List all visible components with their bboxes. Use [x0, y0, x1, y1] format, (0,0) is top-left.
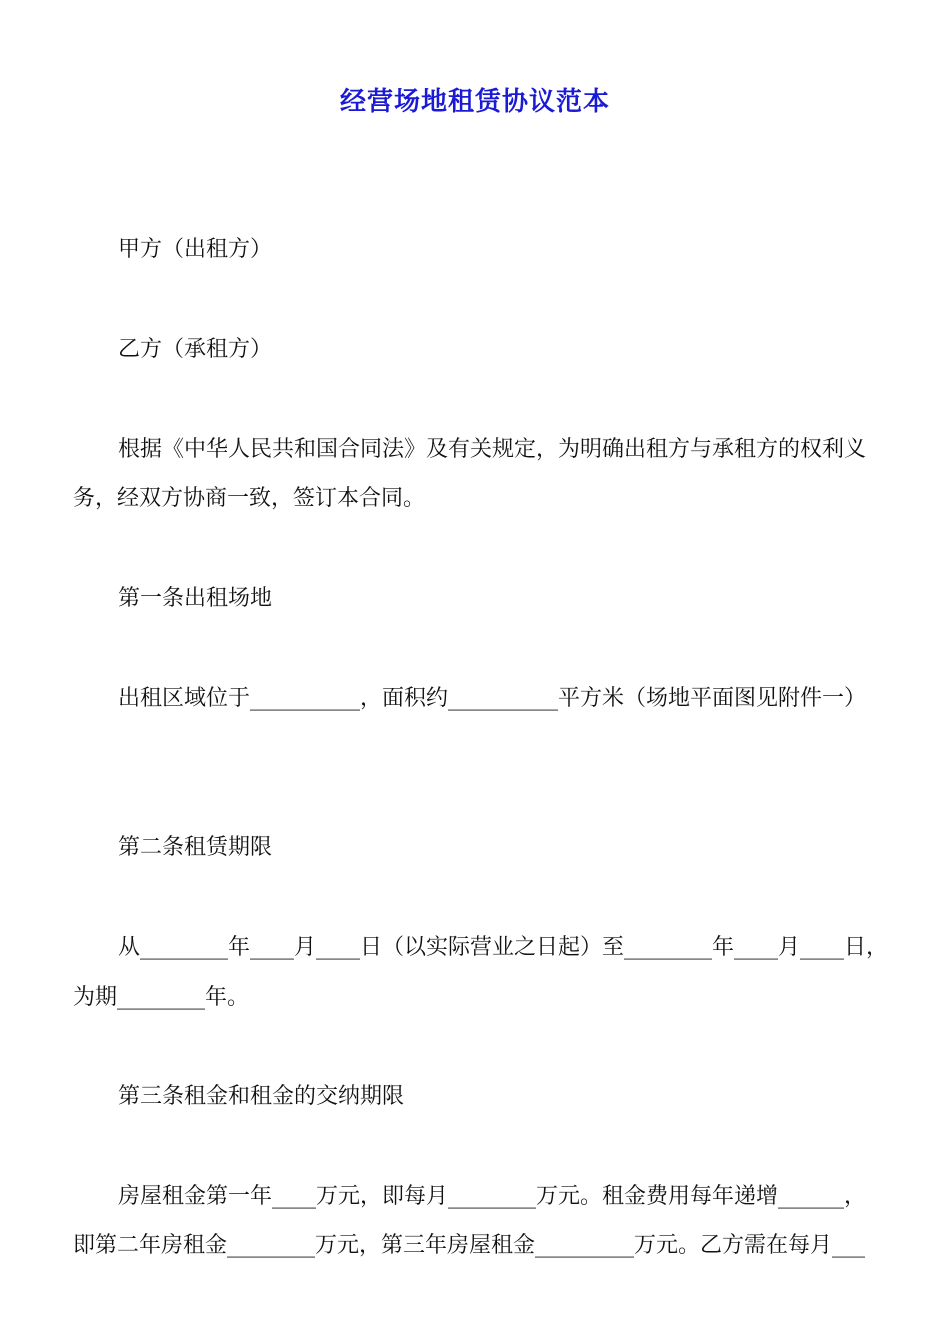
document-title: 经营场地租赁协议范本	[339, 87, 610, 117]
article2-heading: 第二条租赁期限	[118, 835, 273, 860]
party-b-line: 乙方（承租方）	[118, 337, 273, 362]
article3-text-2: 即第二年房租金________万元，第三年房屋租金_________万元。乙方需在每月___	[73, 1233, 866, 1258]
article1-text: 出租区域位于__________，面积约__________平方米（场地平面图见附件一）	[118, 686, 867, 711]
preamble-line-2: 务，经双方协商一致，签订本合同。	[73, 486, 426, 511]
article3-text-1: 房屋租金第一年____万元，即每月________万元。租金费用每年递增______，	[118, 1184, 867, 1209]
article2-text-1: 从________年____月____日（以实际营业之日起）至________年____月____日，	[118, 935, 889, 960]
article1-heading: 第一条出租场地	[118, 586, 273, 611]
preamble-line-1: 根据《中华人民共和国合同法》及有关规定，为明确出租方与承租方的权利义	[118, 437, 867, 462]
article3-heading: 第三条租金和租金的交纳期限	[118, 1084, 405, 1109]
article2-text-2: 为期________年。	[73, 985, 250, 1010]
party-a-line: 甲方（出租方）	[118, 237, 273, 262]
